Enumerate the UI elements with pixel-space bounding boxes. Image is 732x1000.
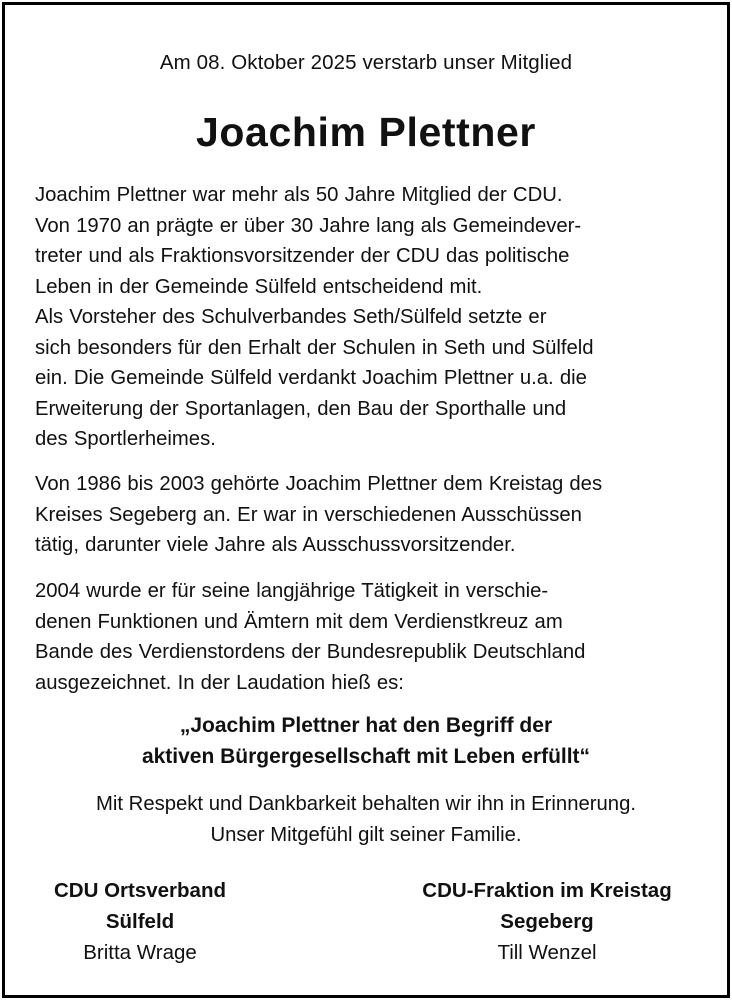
signature-org-line: Segeberg — [500, 910, 594, 933]
paragraph-line: ausgezeichnet. In der Laudation hieß es: — [35, 671, 404, 694]
intro-line: Am 08. Oktober 2025 verstarb unser Mitglied — [159, 51, 573, 74]
closing-remark — [5, 789, 727, 850]
laudation-quote — [5, 710, 727, 772]
paragraph-line: des Sportlerheimes. — [35, 428, 216, 450]
paragraph-line: Joachim Plettner war mehr als 50 Jahre Mitglied der CDU. — [35, 184, 563, 206]
signature-ortsverband — [15, 875, 265, 968]
paragraph-line: Erweiterung der Sportanlagen, den Bau der Sporthalle und — [35, 397, 567, 420]
paragraph-kreistag — [35, 469, 701, 561]
signature-kreistagsfraktion — [377, 875, 717, 968]
paragraph-line: 2004 wurde er für seine langjährige Tätigkeit in verschie- — [35, 580, 549, 602]
deceased-name: Joachim Plettner — [196, 109, 536, 155]
paragraph-line: sich besonders für den Erhalt der Schulen in Seth und Sülfeld — [35, 336, 594, 359]
obituary-notice — [2, 2, 730, 998]
signature-org-line: CDU-Fraktion im Kreistag — [422, 879, 672, 902]
paragraph-line: tätig, darunter viele Jahre als Ausschussvorsitzender. — [35, 534, 516, 556]
signature-person: Till Wenzel — [497, 941, 597, 964]
paragraph-line: ein. Die Gemeinde Sülfeld verdankt Joachim Plettner u.a. die — [35, 367, 587, 389]
quote-line: „Joachim Plettner hat den Begriff der — [179, 714, 553, 737]
paragraph-line: Kreises Segeberg an. Er war in verschiedenen Ausschüssen — [35, 503, 582, 526]
paragraph-biography — [35, 180, 701, 455]
paragraph-line: Von 1986 bis 2003 gehörte Joachim Plettner dem Kreistag des — [35, 473, 603, 495]
signature-org-line: CDU Ortsverband — [53, 879, 226, 902]
paragraph-line: Leben in der Gemeinde Sülfeld entscheidend mit. — [35, 275, 483, 298]
paragraph-line: Bande des Verdienstordens der Bundesrepublik Deutschland — [35, 641, 586, 663]
paragraph-line: Als Vorsteher des Schulverbandes Seth/Sülfeld setzte er — [35, 306, 547, 328]
closing-line: Mit Respekt und Dankbarkeit behalten wir ihn in Erinnerung. — [96, 793, 636, 815]
quote-line: aktiven Bürgergesellschaft mit Leben erfüllt“ — [141, 745, 591, 768]
signature-person: Britta Wrage — [83, 941, 197, 964]
paragraph-award — [35, 576, 701, 698]
closing-line: Unser Mitgefühl gilt seiner Familie. — [210, 823, 522, 846]
paragraph-line: Von 1970 an prägte er über 30 Jahre lang als Gemeindever- — [35, 214, 582, 237]
signature-org-line: Sülfeld — [105, 910, 175, 933]
paragraph-line: denen Funktionen und Ämtern mit dem Verdienstkreuz am — [35, 610, 563, 633]
paragraph-line: treter und als Fraktionsvorsitzender der CDU das politische — [35, 245, 570, 267]
